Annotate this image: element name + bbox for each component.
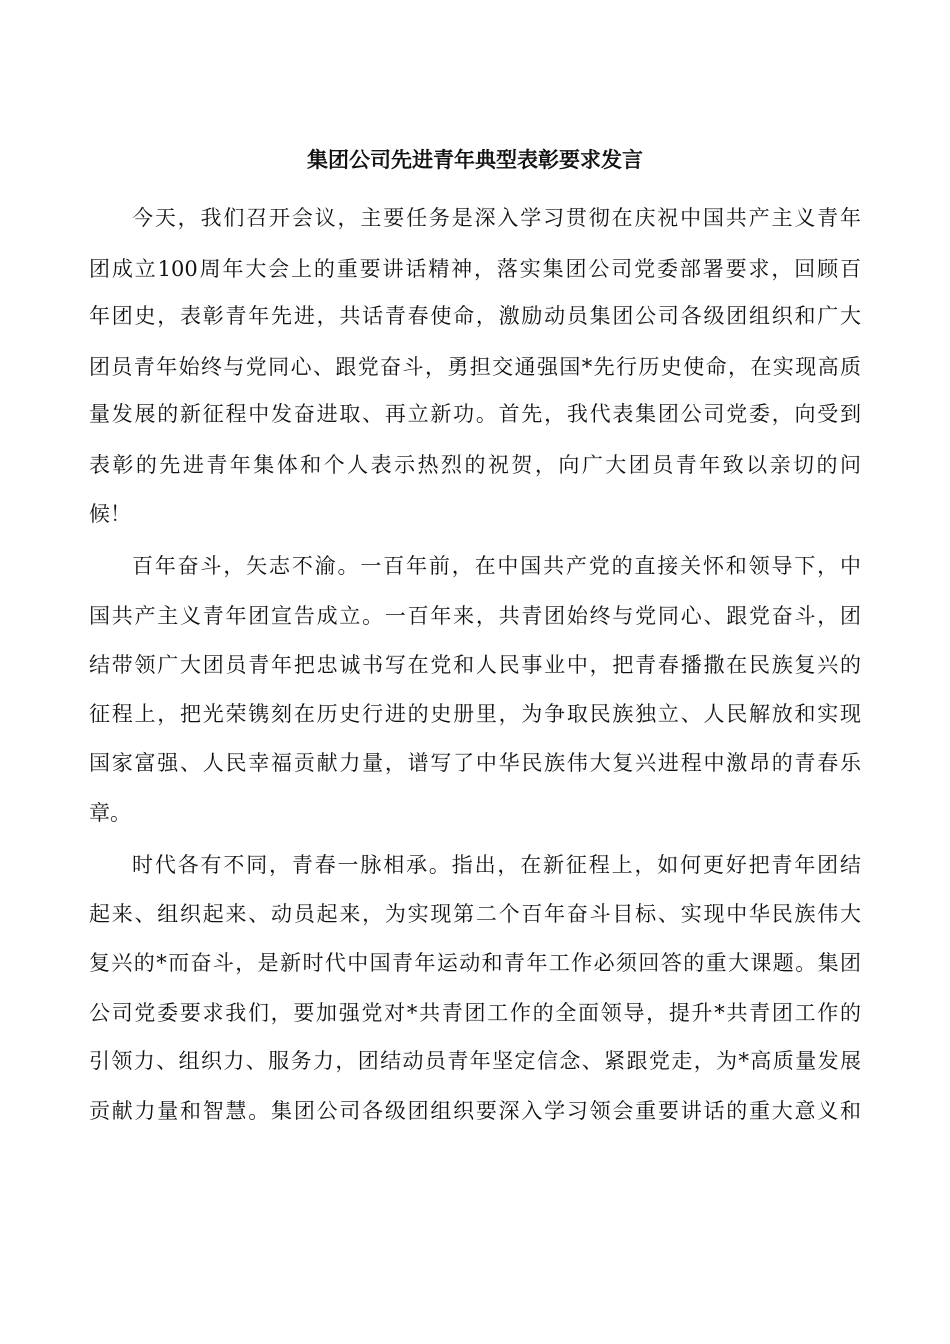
paragraph-1-line-7: 候！ <box>89 502 131 526</box>
paragraph-2-line-3: 结带领广大团员青年把忠诚书写在党和人民事业中，把青春播撒在民族复兴的 <box>89 653 861 677</box>
paragraph-3-line-2: 起来、组织起来、动员起来，为实现第二个百年奋斗目标、实现中华民族伟大 <box>89 902 861 926</box>
paragraph-3-line-5: 引领力、组织力、服务力，团结动员青年坚定信念、紧跟党走，为*高质量发展 <box>89 1049 861 1073</box>
paragraph-1-line-3: 年团史，表彰青年先进，共话青春使命，激励动员集团公司各级团组织和广大 <box>89 304 861 328</box>
paragraph-2-line-1: 百年奋斗，矢志不渝。一百年前，在中国共产党的直接关怀和领导下，中 <box>132 554 861 578</box>
paragraph-3-line-4: 公司党委要求我们，要加强党对*共青团工作的全面领导，提升*共青团工作的 <box>89 1001 861 1025</box>
paragraph-3-line-1: 时代各有不同，青春一脉相承。指出，在新征程上，如何更好把青年团结 <box>132 853 861 877</box>
paragraph-2-line-2: 国共产主义青年团宣告成立。一百年来，共青团始终与党同心、跟党奋斗，团 <box>89 604 861 628</box>
paragraph-1-line-2: 团成立100周年大会上的重要讲话精神，落实集团公司党委部署要求，回顾百 <box>89 257 861 281</box>
paragraph-3-line-3: 复兴的*而奋斗，是新时代中国青年运动和青年工作必须回答的重大课题。集团 <box>89 951 861 975</box>
paragraph-2-line-4: 征程上，把光荣镌刻在历史行进的史册里，为争取民族独立、人民解放和实现 <box>89 702 861 726</box>
paragraph-3-line-6: 贡献力量和智慧。集团公司各级团组织要深入学习领会重要讲话的重大意义和 <box>89 1099 861 1123</box>
paragraph-2-line-5: 国家富强、人民幸福贡献力量，谱写了中华民族伟大复兴进程中激昂的青春乐 <box>89 751 861 775</box>
paragraph-1-line-6: 表彰的先进青年集体和个人表示热烈的祝贺，向广大团员青年致以亲切的问 <box>89 453 861 477</box>
paragraph-1-line-1: 今天，我们召开会议，主要任务是深入学习贯彻在庆祝中国共产主义青年 <box>132 206 861 230</box>
paragraph-2-line-6: 章。 <box>89 801 131 825</box>
paragraph-1-line-4: 团员青年始终与党同心、跟党奋斗，勇担交通强国*先行历史使命，在实现高质 <box>89 355 861 379</box>
paragraph-1-line-5: 量发展的新征程中发奋进取、再立新功。首先，我代表集团公司党委，向受到 <box>89 402 861 426</box>
document-title: 集团公司先进青年典型表彰要求发言 <box>307 147 643 172</box>
